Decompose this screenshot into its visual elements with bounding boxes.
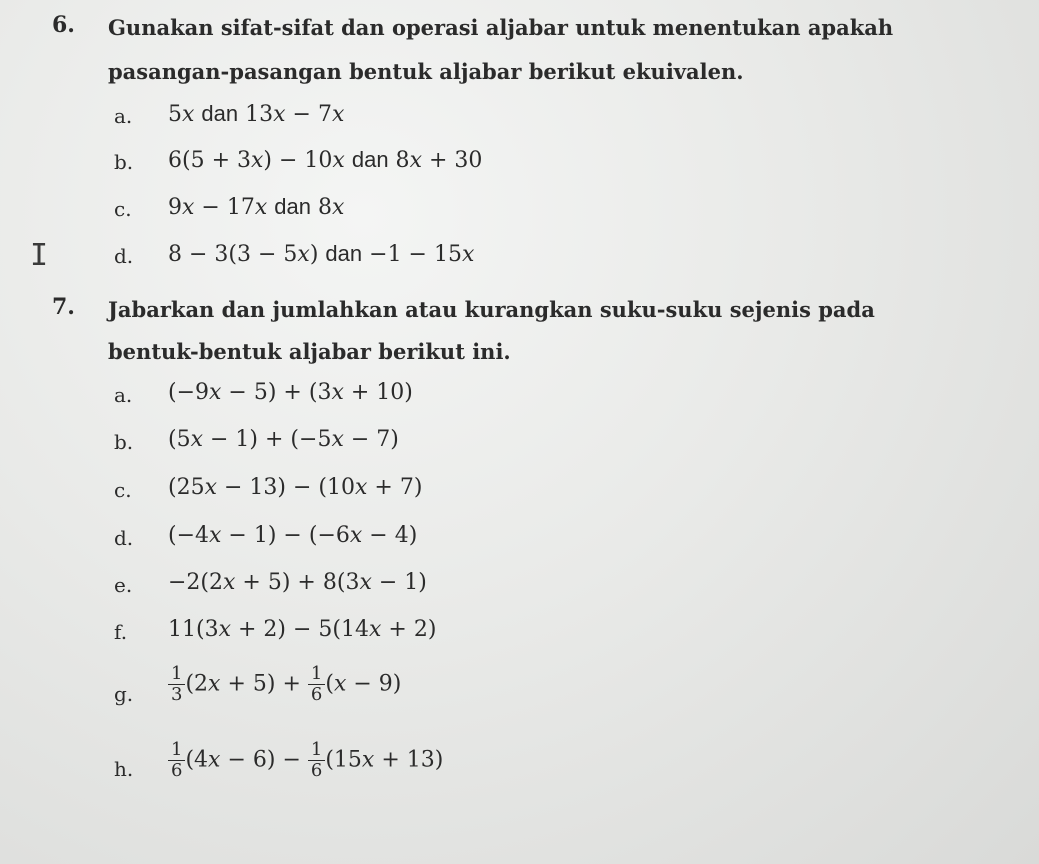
q7-item-c-expression: (25x − 13) − (10x + 7)	[168, 475, 423, 500]
q6-item-a-expression: 5x dan 13x − 7x	[168, 101, 345, 127]
q7-item-a-expression: (−9x − 5) + (3x + 10)	[168, 380, 413, 405]
q6-item-b-label: b.	[114, 150, 134, 174]
q6-item-b-expression: 6(5 + 3x) − 10x dan 8x + 30	[168, 147, 483, 173]
q7-item-g-label: g.	[114, 682, 134, 706]
q7-item-b-label: b.	[114, 430, 134, 454]
q7-item-f-label: f.	[114, 620, 128, 644]
q7-item-f-expression: 11(3x + 2) − 5(14x + 2)	[168, 617, 437, 642]
q6-item-d-label: d.	[114, 244, 134, 268]
question-6-line-2: pasangan-pasangan bentuk aljabar berikut ekuivalen.	[108, 59, 744, 84]
q7-item-e-expression: −2(2x + 5) + 8(3x − 1)	[168, 570, 427, 595]
question-6-number: 6.	[52, 12, 75, 38]
q7-item-h-label: h.	[114, 757, 134, 781]
q6-item-a-label: a.	[114, 104, 133, 128]
question-7-line-1: Jabarkan dan jumlahkan atau kurangkan suku-suku sejenis pada	[108, 297, 875, 322]
question-7-number: 7.	[52, 294, 75, 320]
q6-item-c-expression: 9x − 17x dan 8x	[168, 194, 345, 220]
q7-item-d-label: d.	[114, 526, 134, 550]
q7-item-d-expression: (−4x − 1) − (−6x − 4)	[168, 523, 418, 548]
q7-item-g-expression: $\frac{1}{3}$ (2x + 5) + $\frac{1}{6}$ (x − 9)	[168, 664, 401, 705]
q7-item-c-label: c.	[114, 478, 132, 502]
q7-item-e-label: e.	[114, 573, 133, 597]
q6-item-d-expression: 8 − 3(3 − 5x) dan −1 − 15x	[168, 241, 475, 267]
question-7-line-2: bentuk-bentuk aljabar berikut ini.	[108, 339, 511, 364]
text-cursor-icon: I	[30, 238, 49, 273]
q7-item-a-label: a.	[114, 383, 133, 407]
q7-item-h-expression: $\frac{1}{6}$ (4x − 6) − $\frac{1}{6}$ (15x + 13)	[168, 740, 443, 781]
q6-item-c-label: c.	[114, 197, 132, 221]
question-6-line-1: Gunakan sifat-sifat dan operasi aljabar untuk menentukan apakah	[108, 15, 894, 40]
q7-item-b-expression: (5x − 1) + (−5x − 7)	[168, 427, 399, 452]
